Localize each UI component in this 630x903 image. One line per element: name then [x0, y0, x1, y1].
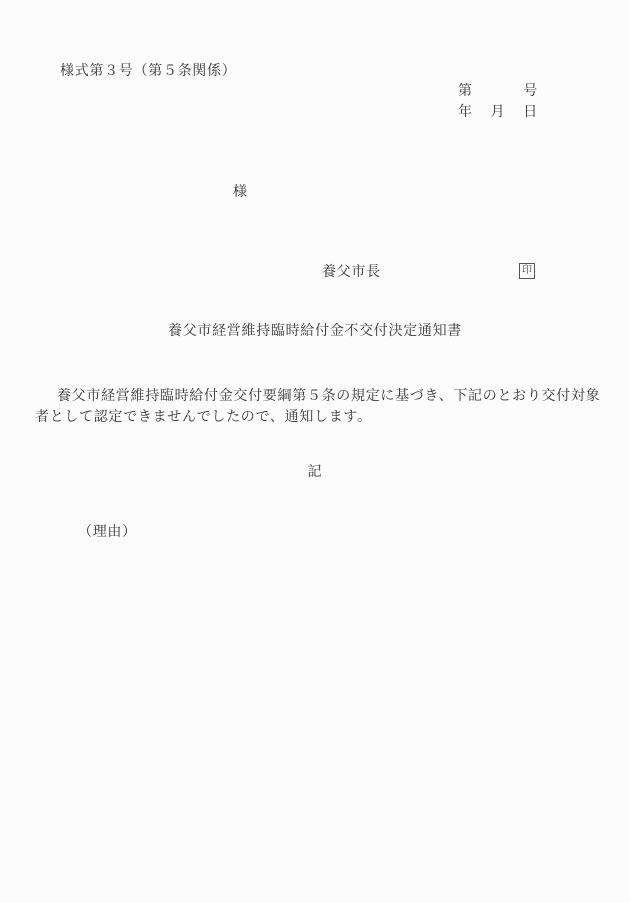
- addressee-honorific: 様: [233, 184, 248, 200]
- date-month-label: 月: [490, 104, 506, 120]
- body-line-1: 養父市経営維持臨時給付金交付要綱第５条の規定に基づき、下記のとおり交付対象: [57, 388, 601, 404]
- document-number-line: [458, 84, 538, 98]
- body-line-2: 者として認定できませんでしたので、通知します。: [35, 409, 372, 425]
- form-number: 様式第３号（第５条関係）: [60, 63, 237, 79]
- body-paragraph: [35, 386, 601, 428]
- seal-placeholder: 印: [519, 263, 535, 279]
- header-right-block: [458, 84, 538, 126]
- issuer-name: 養父市長: [322, 264, 381, 280]
- reason-label: （理由）: [78, 524, 137, 540]
- date-day-label: 日: [523, 104, 538, 120]
- document-title: 養父市経営維持臨時給付金不交付決定通知書: [168, 323, 462, 339]
- number-prefix: 第: [458, 83, 473, 99]
- document-date-line: [458, 105, 538, 119]
- record-marker: 記: [307, 464, 323, 480]
- number-suffix: 号: [523, 83, 538, 99]
- issuer-line: [322, 265, 552, 279]
- date-year-label: 年: [458, 104, 473, 120]
